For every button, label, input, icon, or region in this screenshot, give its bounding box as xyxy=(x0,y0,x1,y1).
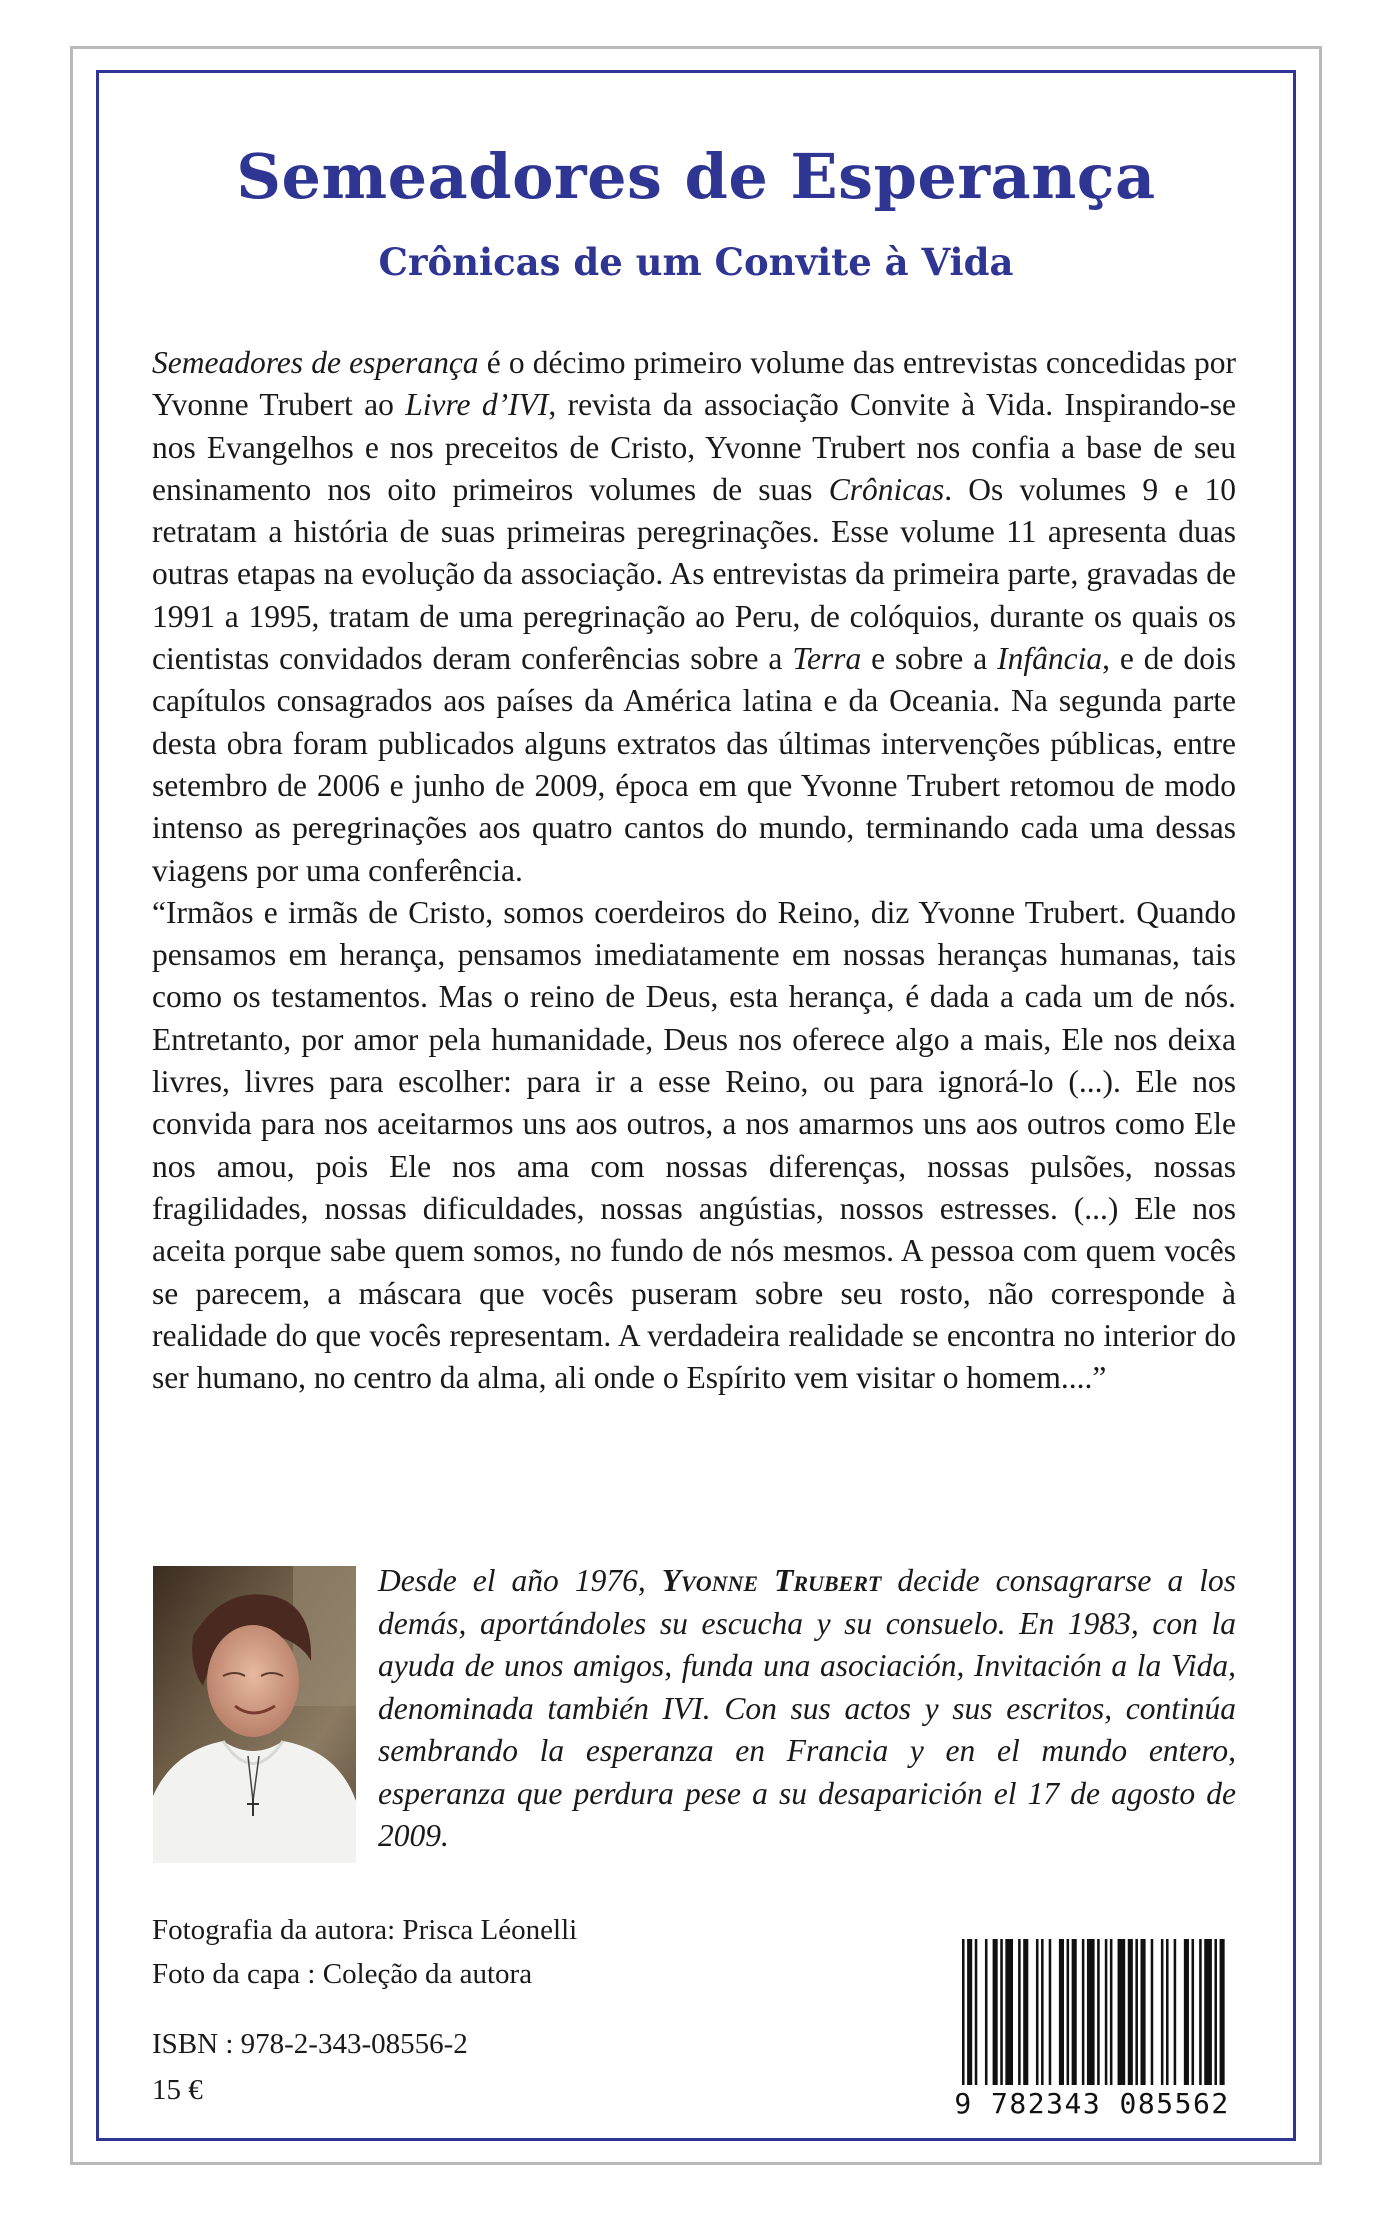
barcode-bar xyxy=(962,1939,965,2085)
author-bio xyxy=(378,1560,1236,1858)
blurb-text: e sobre a xyxy=(861,641,998,677)
barcode-bar xyxy=(1214,1939,1217,2085)
barcode-bar xyxy=(1049,1939,1052,2085)
blurb-text: é o décimo primeiro volume das entrevistas concedidas por Yvonne Trubert ao xyxy=(152,345,1236,423)
barcode-bar xyxy=(967,1939,972,2085)
barcode-bar xyxy=(1036,1939,1039,2085)
barcode-bar xyxy=(1141,1939,1146,2085)
barcode xyxy=(954,1937,1230,2121)
barcode-digits: 9 782343 085562 xyxy=(954,2087,1230,2120)
bio-text: decide consagrarse a los demás, aportándoles su escucha y su consuelo. En 1983, con la ayuda de unos amigos, funda una asociación, Invitación a la Vida, denominada también IVI. Con sus actos y sus escritos, continúa sembrando la esperanza en Francia y en el mundo entero, esperanza que perdura pese a su desaparición el 17 de agosto de 2009. xyxy=(378,1563,1237,1853)
barcode-bar xyxy=(1067,1939,1070,2085)
barcode-bar xyxy=(1023,1939,1028,2085)
blurb-paragraph xyxy=(152,342,1236,892)
barcode-bar xyxy=(1166,1939,1169,2085)
barcode-bar xyxy=(1087,1939,1095,2085)
bio-text: Desde el año 1976, xyxy=(378,1563,662,1598)
barcode-bar xyxy=(1174,1939,1177,2085)
author-portrait-image xyxy=(153,1566,356,1863)
barcode-bar xyxy=(1018,1939,1021,2085)
book-title: Semeadores de Esperança xyxy=(236,140,1156,213)
blurb-text: . Os volumes 9 e 10 retratam a história de suas primeiras peregrinações. Esse volume 11 apresenta duas outras etapas na evolução da associação. As entrevistas da primeira parte, gravadas de 1991 a 1995, tratam de uma peregrinação ao Peru, de colóquios, durante os quais os cientistas convidados deram conferências sobre a xyxy=(152,471,1236,677)
barcode-bar xyxy=(1199,1939,1202,2085)
credit-cover-photo: Foto da capa : Coleção da autora xyxy=(152,1958,533,1990)
barcode-bar xyxy=(1118,1939,1126,2085)
barcode-bar xyxy=(1072,1939,1077,2085)
photo-credits xyxy=(152,1908,577,1996)
barcode-bar xyxy=(1005,1939,1013,2085)
price: 15 € xyxy=(152,2074,203,2106)
barcode-bar xyxy=(993,1939,998,2085)
barcode-bar xyxy=(1192,1939,1195,2085)
barcode-bar xyxy=(1000,1939,1003,2085)
barcode-bars xyxy=(954,1937,1230,2087)
book-subtitle: Crônicas de um Convite à Vida xyxy=(378,240,1014,284)
blurb-book-title: Semeadores de esperança xyxy=(152,345,479,380)
author-photo xyxy=(153,1566,356,1863)
barcode-bar xyxy=(1184,1939,1189,2085)
barcode-bar xyxy=(1110,1939,1113,2085)
barcode-bar xyxy=(1161,1939,1164,2085)
barcode-bar xyxy=(1151,1939,1154,2085)
isbn: ISBN : 978-2-343-08556-2 xyxy=(152,2028,468,2060)
barcode-bar xyxy=(1105,1939,1108,2085)
blurb-text: , revista da associação Convite à Vida. Inspirando-se nos Evangelhos e nos preceitos de Cristo, Yvonne Trubert nos confia a base de seu ensinamento nos oito primeiros volumes de suas xyxy=(152,387,1236,507)
blurb-text: , e de dois capítulos consagrados aos países da América latina e da Oceania. Na segunda parte desta obra foram publicados alguns extratos das últimas intervenções públicas, entre setembro de 2006 e junho de 2009, época em que Yvonne Trubert retomou de modo intenso as peregrinações aos quatro cantos do mundo, terminando cada uma dessas viagens por uma conferência. xyxy=(152,641,1236,888)
barcode-bar xyxy=(985,1939,988,2085)
barcode-bar xyxy=(1082,1939,1085,2085)
blurb-infancia: Infância xyxy=(997,641,1103,677)
barcode-bar xyxy=(1204,1939,1212,2085)
blurb-terra: Terra xyxy=(792,641,862,677)
credit-author-photo: Fotografia da autora: Prisca Léonelli xyxy=(152,1914,578,1946)
back-cover-blurb xyxy=(152,342,1236,1399)
blurb-cronicas: Crônicas xyxy=(828,471,945,507)
barcode-bar xyxy=(1097,1939,1100,2085)
barcode-bar xyxy=(1059,1939,1064,2085)
bio-author-name: Yvonne Trubert xyxy=(661,1563,882,1598)
barcode-bar xyxy=(1135,1939,1138,2085)
blurb-quote: “Irmãos e irmãs de Cristo, somos coerdeiros do Reino, diz Yvonne Trubert. Quando pensamos em herança, pensamos imediatamente em nossas heranças humanas, tais como os testamentos. Mas o reino de Deus, esta herança, é dada a cada um de nós. Entretanto, por amor pela humanidade, Deus nos oferece algo a mais, Ele nos deixa livres, livres para escolher: para ir a esse Reino, ou para ignorá-lo (...). Ele nos convida para nos aceitarmos uns aos outros, a nos amarmos uns aos outros como Ele nos amou, pois Ele nos ama com nossas diferenças, nossas pulsões, nossas fragilidades, nossas dificuldades, nossas angústias, nossos estresses. (...) Ele nos aceita porque sabe quem somos, no fundo de nós mesmos. A pessoa com quem vocês se parecem, a máscara que vocês puseram sobre seu rosto, não corresponde à realidade do que vocês representam. A verdadeira realidade se encontra no interior do ser humano, no centro da alma, ali onde o Espírito vem visitar o homem....” xyxy=(152,894,1236,1396)
barcode-bar xyxy=(1220,1939,1225,2085)
blurb-magazine-title: Livre d’IVI xyxy=(405,387,549,423)
barcode-bar xyxy=(1041,1939,1044,2085)
barcode-bar xyxy=(1128,1939,1133,2085)
barcode-bar xyxy=(975,1939,978,2085)
